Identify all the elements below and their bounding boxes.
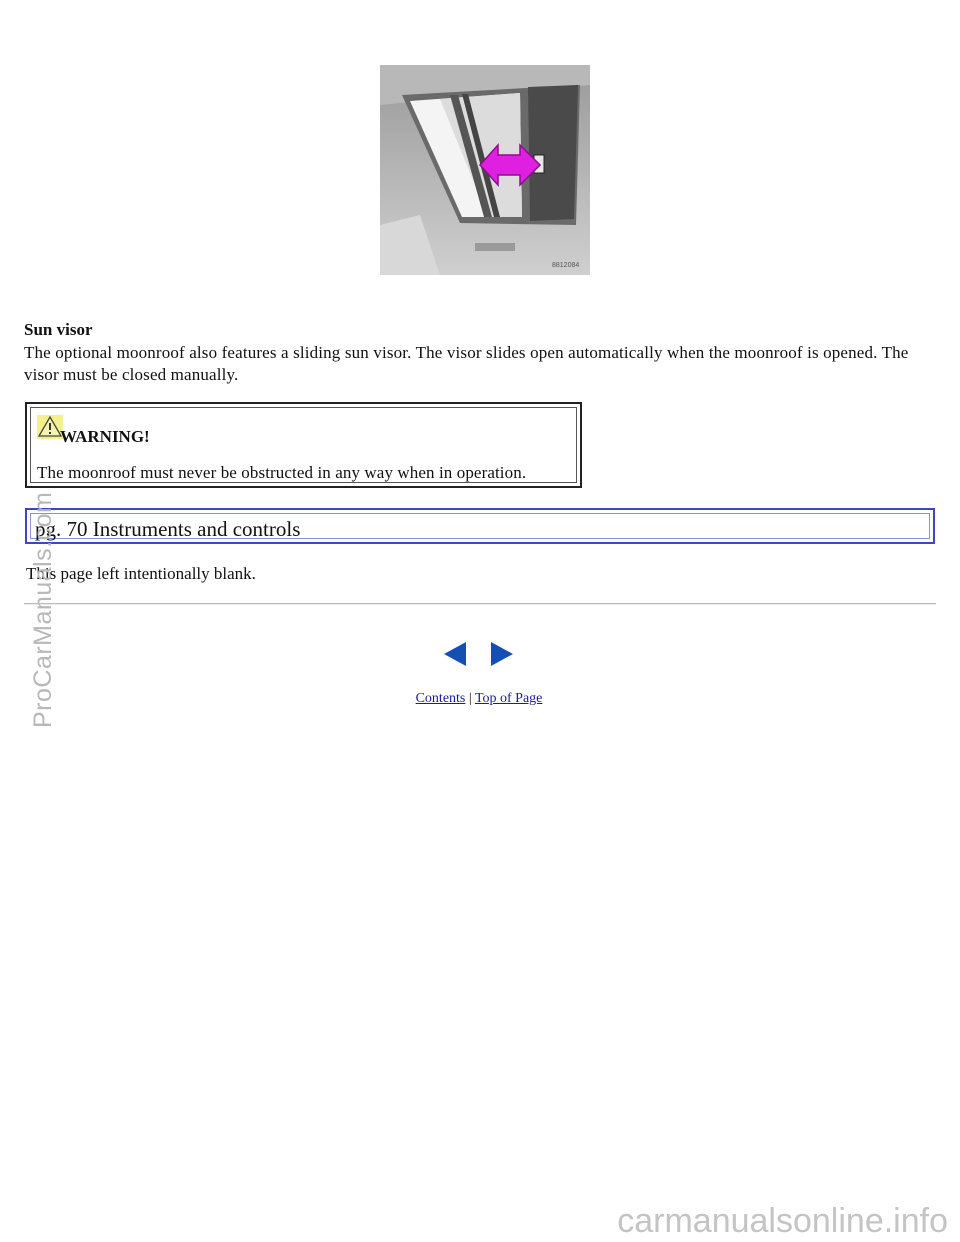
- section-title: Sun visor: [24, 320, 93, 339]
- footer-links: [0, 691, 958, 707]
- page-header-text: pg. 70 Instruments and controls: [35, 517, 301, 541]
- warning-box-inner: [30, 407, 577, 483]
- warning-box: [25, 402, 582, 488]
- figure-code: 8812084: [552, 262, 580, 269]
- contents-link[interactable]: Contents: [415, 691, 466, 706]
- divider: [24, 603, 936, 605]
- blank-page-note: This page left intentionally blank.: [26, 564, 256, 583]
- page-header-inner: [30, 513, 930, 539]
- top-of-page-link[interactable]: Top of Page: [474, 691, 543, 706]
- page-header: [25, 508, 935, 544]
- arrow-right-icon[interactable]: [489, 641, 515, 667]
- link-separator: |: [468, 691, 472, 706]
- warning-title: WARNING!: [60, 427, 150, 446]
- arrow-left-icon[interactable]: [442, 641, 468, 667]
- warning-text: The moonroof must never be obstructed in any way when in operation.: [37, 463, 527, 482]
- side-watermark: ProCarManuals.com: [29, 491, 57, 728]
- section-body: The optional moonroof also features a sliding sun visor. The visor slides open automatically when the moonroof is opened. The visor must be closed manually.: [24, 343, 909, 384]
- bottom-watermark: carmanualsonline.info: [617, 1202, 948, 1240]
- moonroof-illustration: [380, 65, 590, 275]
